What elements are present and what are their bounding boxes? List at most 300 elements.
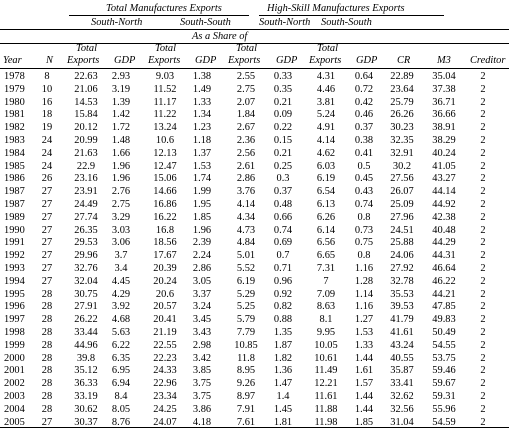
table-cell: 3.7 <box>114 250 128 262</box>
table-cell: 8.97 <box>236 391 256 402</box>
table-cell: 2.93 <box>111 71 131 82</box>
table-cell: 23.16 <box>74 173 98 185</box>
table-cell: 22.23 <box>153 352 177 364</box>
cell-year: 2005 <box>4 416 25 428</box>
table-cell: 4.68 <box>111 314 131 326</box>
table-cell: 38.91 <box>432 122 456 134</box>
table-cell: 53.75 <box>432 352 456 364</box>
table-row <box>0 364 509 377</box>
table-cell: 4.45 <box>111 275 131 287</box>
table-cell: 0.48 <box>273 199 293 210</box>
table-cell: 0.15 <box>273 135 293 146</box>
table-cell: 28 <box>41 378 53 390</box>
table-cell: 3.76 <box>236 186 256 198</box>
table-cell: 6.65 <box>316 250 336 262</box>
table-cell: 2.86 <box>236 173 256 185</box>
table-cell: 1.72 <box>111 122 131 134</box>
table-cell: 32.78 <box>390 275 414 287</box>
table-cell: 3.92 <box>111 301 131 313</box>
table-cell: 0.37 <box>273 186 293 198</box>
col-gdp-1: GDP <box>114 55 136 66</box>
table-cell: 11.22 <box>153 109 177 121</box>
table-cell: 7.79 <box>236 327 256 338</box>
table-cell: 2 <box>480 403 486 415</box>
table-cell: 3.86 <box>192 403 212 415</box>
table-row <box>0 211 509 224</box>
col-exports-1: Exports <box>67 55 100 66</box>
table-row <box>0 326 509 339</box>
table-cell: 2 <box>480 327 486 338</box>
table-cell: 0.92 <box>273 288 293 300</box>
table-cell: 1.48 <box>111 135 131 146</box>
table-cell: 55.96 <box>432 403 456 415</box>
table-cell: 2.67 <box>236 122 256 134</box>
table-cell: 0.41 <box>354 147 374 159</box>
table-cell: 1.28 <box>354 275 374 287</box>
header-highskill-south-south: South-South <box>321 17 372 28</box>
table-cell: 1.49 <box>192 83 212 95</box>
table-cell: 11.88 <box>314 403 338 415</box>
table-cell: 39.8 <box>76 352 96 364</box>
table-cell: 2 <box>480 173 486 185</box>
table-cell: 3.81 <box>316 96 336 108</box>
table-cell: 0.82 <box>273 301 293 313</box>
table-cell: 29.53 <box>74 237 98 249</box>
table-cell: 28 <box>41 352 53 364</box>
table-cell: 1.16 <box>354 263 374 274</box>
table-cell: 2 <box>480 365 486 377</box>
table-cell: 7.31 <box>316 263 336 274</box>
table-cell: 0.3 <box>276 173 290 185</box>
table-cell: 6.19 <box>236 275 256 287</box>
table-cell: 16.86 <box>153 199 177 210</box>
table-cell: 41.79 <box>390 314 414 326</box>
table-cell: 17.67 <box>153 250 177 262</box>
table-cell: 29.96 <box>74 250 98 262</box>
table-cell: 1.82 <box>273 352 293 364</box>
table-cell: 43.27 <box>432 173 456 185</box>
table-row <box>0 224 509 237</box>
table-cell: 47.85 <box>432 301 456 313</box>
table-cell: 3.19 <box>111 83 131 95</box>
table-cell: 33.19 <box>74 391 98 402</box>
table-cell: 2.55 <box>236 71 256 82</box>
cell-year: 2004 <box>4 403 25 415</box>
table-cell: 2.75 <box>111 199 131 210</box>
table-cell: 2.98 <box>192 339 212 351</box>
table-cell: 22.63 <box>74 71 98 82</box>
table-cell: 6.26 <box>316 211 336 223</box>
col-n: N <box>46 55 53 66</box>
table-cell: 24.51 <box>390 224 414 236</box>
table-cell: 10.05 <box>314 339 338 351</box>
table-cell: 4.31 <box>316 71 336 82</box>
table-cell: 1.16 <box>354 301 374 313</box>
table-cell: 1.36 <box>273 365 293 377</box>
table-cell: 21.63 <box>74 147 98 159</box>
table-cell: 32.91 <box>390 147 414 159</box>
table-cell: 1.95 <box>192 199 212 210</box>
table-cell: 1.18 <box>192 135 212 146</box>
table-cell: 12.21 <box>314 378 338 390</box>
table-cell: 2 <box>480 186 486 198</box>
table-cell: 20.24 <box>153 275 177 287</box>
table-cell: 2 <box>480 109 486 121</box>
table-cell: 26.22 <box>74 314 98 326</box>
table-row <box>0 377 509 390</box>
table-cell: 6.95 <box>111 365 131 377</box>
table-cell: 1.53 <box>192 160 212 172</box>
cell-year: 1999 <box>4 339 25 351</box>
table-cell: 27 <box>41 250 53 262</box>
table-cell: 0.38 <box>354 135 374 146</box>
table-cell: 11.49 <box>314 365 338 377</box>
table-cell: 6.14 <box>316 224 336 236</box>
table-cell: 24.07 <box>153 416 177 428</box>
table-cell: 5.25 <box>236 301 256 313</box>
table-cell: 4.73 <box>236 224 256 236</box>
table-cell: 4.18 <box>192 416 212 428</box>
table-row <box>0 352 509 365</box>
table-cell: 1.57 <box>354 378 374 390</box>
table-cell: 33.44 <box>74 327 98 338</box>
table-cell: 44.96 <box>74 339 98 351</box>
table-cell: 0.8 <box>357 211 371 223</box>
table-cell: 59.46 <box>432 365 456 377</box>
table-cell: 23.64 <box>390 83 414 95</box>
table-cell: 2 <box>480 275 486 287</box>
table-cell: 1.74 <box>192 173 212 185</box>
table-cell: 27 <box>41 186 53 198</box>
table-cell: 11.52 <box>153 83 177 95</box>
table-row <box>0 313 509 326</box>
table-cell: 14.53 <box>74 96 98 108</box>
rule-under-subgroups <box>0 29 509 30</box>
table-cell: 4.14 <box>236 199 256 210</box>
table-cell: 15.06 <box>153 173 177 185</box>
table-cell: 8 <box>44 71 50 82</box>
table-cell: 6.03 <box>316 160 336 172</box>
table-row <box>0 121 509 134</box>
table-row <box>0 403 509 416</box>
table-cell: 33.41 <box>390 378 414 390</box>
table-cell: 5.24 <box>316 109 336 121</box>
table-cell: 44.92 <box>432 199 456 210</box>
table-cell: 5.01 <box>236 250 256 262</box>
table-cell: 37.38 <box>432 83 456 95</box>
table-cell: 0.72 <box>354 83 374 95</box>
table-cell: 2 <box>480 83 486 95</box>
table-cell: 6.56 <box>316 237 336 249</box>
table-cell: 14.66 <box>153 186 177 198</box>
table-cell: 8.05 <box>111 403 131 415</box>
cell-year: 2003 <box>4 391 25 402</box>
table-row <box>0 147 509 160</box>
table-cell: 1.34 <box>192 109 212 121</box>
col-total-label-1: Total <box>76 43 97 54</box>
table-cell: 2 <box>480 352 486 364</box>
table-cell: 3.85 <box>192 365 212 377</box>
table-cell: 20.39 <box>153 263 177 274</box>
table-cell: 20.57 <box>153 301 177 313</box>
col-m3: M3 <box>437 55 451 66</box>
cell-year: 1987 <box>4 199 25 210</box>
table-cell: 2 <box>480 314 486 326</box>
table-cell: 59.67 <box>432 378 456 390</box>
table-cell: 26.35 <box>74 224 98 236</box>
cell-year: 1998 <box>4 327 25 338</box>
table-cell: 3.75 <box>192 391 212 402</box>
table-cell: 2 <box>480 135 486 146</box>
table-cell: 3.37 <box>192 288 212 300</box>
table-cell: 1.14 <box>354 288 374 300</box>
table-cell: 1.33 <box>354 339 374 351</box>
table-cell: 36.71 <box>432 96 456 108</box>
table-cell: 0.66 <box>273 211 293 223</box>
table-row <box>0 390 509 403</box>
col-gdp-3: GDP <box>276 55 298 66</box>
table-cell: 28 <box>41 288 53 300</box>
table-cell: 4.14 <box>316 135 336 146</box>
table-cell: 1.35 <box>273 327 293 338</box>
table-cell: 30.62 <box>74 403 98 415</box>
table-cell: 11.61 <box>314 391 338 402</box>
table-cell: 2.24 <box>192 250 212 262</box>
cell-year: 1981 <box>4 109 25 121</box>
table-row <box>0 339 509 352</box>
table-cell: 25.79 <box>390 96 414 108</box>
table-cell: 27 <box>41 237 53 249</box>
table-cell: 24 <box>41 135 53 146</box>
table-row <box>0 198 509 211</box>
table-cell: 46.22 <box>432 275 456 287</box>
col-gdp-4: GDP <box>356 55 378 66</box>
table-cell: 7.61 <box>236 416 256 428</box>
table-row <box>0 185 509 198</box>
col-exports-3: Exports <box>228 55 261 66</box>
table-cell: 2.07 <box>236 96 256 108</box>
table-cell: 21.06 <box>74 83 98 95</box>
table-cell: 0.09 <box>273 109 293 121</box>
table-row <box>0 70 509 83</box>
table-cell: 42.38 <box>432 211 456 223</box>
table-cell: 30.23 <box>390 122 414 134</box>
table-cell: 0.7 <box>276 250 290 262</box>
col-year: Year <box>3 55 22 66</box>
table-cell: 19 <box>41 122 53 134</box>
table-cell: 43.24 <box>390 339 414 351</box>
table-cell: 11.17 <box>153 96 177 108</box>
table-cell: 1.4 <box>276 391 290 402</box>
table-cell: 0.21 <box>273 147 293 159</box>
table-cell: 1.96 <box>111 173 131 185</box>
table-cell: 0.74 <box>273 224 293 236</box>
table-cell: 22.9 <box>76 160 96 172</box>
table-cell: 8.4 <box>114 391 128 402</box>
table-cell: 8.76 <box>111 416 131 428</box>
cell-year: 1987 <box>4 186 25 198</box>
table-cell: 21.19 <box>153 327 177 338</box>
table-cell: 27 <box>41 416 53 428</box>
table-cell: 44.21 <box>432 288 456 300</box>
table-cell: 5.79 <box>236 314 256 326</box>
table-cell: 28 <box>41 339 53 351</box>
table-cell: 2 <box>480 416 486 428</box>
table-cell: 20.12 <box>74 122 98 134</box>
table-cell: 3.75 <box>192 378 212 390</box>
table-cell: 23.34 <box>153 391 177 402</box>
table-cell: 0.75 <box>354 237 374 249</box>
table-cell: 4.46 <box>316 83 336 95</box>
header-total-manufactures: Total Manufactures Exports <box>106 3 222 14</box>
table-cell: 3.43 <box>192 327 212 338</box>
table-cell: 32.04 <box>74 275 98 287</box>
header-highskill-manufactures: High-Skill Manufactures Exports <box>267 3 405 14</box>
table-cell: 22.89 <box>390 71 414 82</box>
table-row <box>0 134 509 147</box>
table-cell: 11.98 <box>314 416 338 428</box>
table-cell: 2 <box>480 147 486 159</box>
cell-year: 1992 <box>4 250 25 262</box>
table-cell: 2 <box>480 122 486 134</box>
table-cell: 28 <box>41 365 53 377</box>
cell-year: 1985 <box>4 160 25 172</box>
table-row <box>0 160 509 173</box>
table-cell: 24 <box>41 160 53 172</box>
table-row <box>0 96 509 109</box>
table-cell: 22.96 <box>153 378 177 390</box>
table-cell: 28 <box>41 327 53 338</box>
table-cell: 11.8 <box>237 352 255 364</box>
table-cell: 10.61 <box>314 352 338 364</box>
col-exports-4: Exports <box>309 55 342 66</box>
col-total-label-4: Total <box>317 43 338 54</box>
table-cell: 24 <box>41 147 53 159</box>
table-cell: 0.25 <box>273 160 293 172</box>
table-cell: 2.61 <box>236 160 256 172</box>
table-cell: 0.21 <box>273 96 293 108</box>
table-cell: 44.29 <box>432 237 456 249</box>
table-cell: 32.62 <box>390 391 414 402</box>
table-cell: 0.73 <box>354 224 374 236</box>
table-cell: 28 <box>41 301 53 313</box>
cell-year: 1978 <box>4 71 25 82</box>
col-gdp-2: GDP <box>195 55 217 66</box>
table-cell: 27 <box>41 263 53 274</box>
table-cell: 0.33 <box>273 71 293 82</box>
table-cell: 50.49 <box>432 327 456 338</box>
table-cell: 1.85 <box>192 211 212 223</box>
table-cell: 30.2 <box>392 160 412 172</box>
table-cell: 39.53 <box>390 301 414 313</box>
col-total-label-3: Total <box>236 43 257 54</box>
table-cell: 1.42 <box>111 109 131 121</box>
table-cell: 4.29 <box>111 288 131 300</box>
table-cell: 0.46 <box>354 109 374 121</box>
table-cell: 32.56 <box>390 403 414 415</box>
cell-year: 1994 <box>4 275 25 287</box>
table-cell: 4.84 <box>236 237 256 249</box>
table-cell: 15.84 <box>74 109 98 121</box>
table-cell: 0.42 <box>354 96 374 108</box>
table-cell: 46.64 <box>432 263 456 274</box>
table-cell: 40.24 <box>432 147 456 159</box>
table-cell: 12.47 <box>153 160 177 172</box>
table-cell: 10.85 <box>234 339 258 351</box>
table-cell: 1.33 <box>192 96 212 108</box>
table-row <box>0 108 509 121</box>
table-cell: 7.91 <box>236 403 256 415</box>
table-cell: 0.69 <box>273 237 293 249</box>
table-row <box>0 262 509 275</box>
table-cell: 27.74 <box>74 211 98 223</box>
table-row <box>0 249 509 262</box>
table-cell: 1.87 <box>273 339 293 351</box>
table-cell: 7 <box>323 275 329 287</box>
table-cell: 2 <box>480 391 486 402</box>
table-cell: 30.75 <box>74 288 98 300</box>
table-cell: 1.45 <box>273 403 293 415</box>
table-cell: 8.1 <box>319 314 333 326</box>
table-cell: 7.09 <box>316 288 336 300</box>
table-cell: 32.35 <box>390 135 414 146</box>
cell-year: 1980 <box>4 96 25 108</box>
table-cell: 35.87 <box>390 365 414 377</box>
table-cell: 2 <box>480 71 486 82</box>
table-cell: 20.6 <box>155 288 175 300</box>
table-cell: 27 <box>41 275 53 287</box>
rule-bottom <box>0 427 509 428</box>
col-total-label-2: Total <box>155 43 176 54</box>
table-cell: 10.6 <box>155 135 175 146</box>
header-total-south-north: South-North <box>91 17 143 28</box>
table-cell: 5.52 <box>236 263 256 274</box>
table-cell: 18.56 <box>153 237 177 249</box>
table-cell: 44.14 <box>432 186 456 198</box>
table-cell: 27 <box>41 211 53 223</box>
table-cell: 3.05 <box>192 275 212 287</box>
table-cell: 0.8 <box>357 250 371 262</box>
table-cell: 27.92 <box>390 263 414 274</box>
table-row <box>0 288 509 301</box>
table-cell: 2 <box>480 199 486 210</box>
table-cell: 1.96 <box>192 224 212 236</box>
table-cell: 24.33 <box>153 365 177 377</box>
cell-year: 1979 <box>4 83 25 95</box>
table-cell: 1.38 <box>192 71 212 82</box>
table-cell: 54.55 <box>432 339 456 351</box>
header-total-south-south: South-South <box>180 17 231 28</box>
table-cell: 2 <box>480 288 486 300</box>
table-cell: 2.75 <box>236 83 256 95</box>
table-cell: 1.81 <box>273 416 293 428</box>
table-cell: 16.22 <box>153 211 177 223</box>
table-cell: 24.25 <box>153 403 177 415</box>
table-cell: 0.5 <box>357 160 371 172</box>
table-cell: 35.12 <box>74 365 98 377</box>
table-cell: 1.44 <box>354 403 374 415</box>
table-cell: 4.34 <box>236 211 256 223</box>
table-cell: 26 <box>41 173 53 185</box>
table-cell: 0.71 <box>273 263 293 274</box>
cell-year: 1989 <box>4 211 25 223</box>
cell-year: 1993 <box>4 263 25 274</box>
table-cell: 2.39 <box>192 237 212 249</box>
table-cell: 10 <box>41 83 53 95</box>
table-cell: 41.05 <box>432 160 456 172</box>
cell-year: 1986 <box>4 173 25 185</box>
table-cell: 3.42 <box>192 352 212 364</box>
